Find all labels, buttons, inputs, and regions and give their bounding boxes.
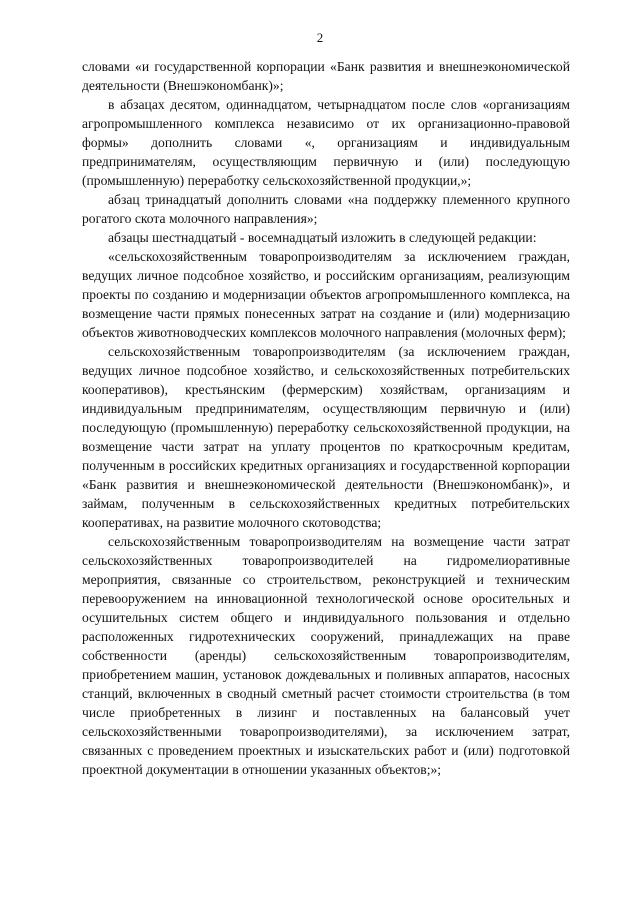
page-number: 2 (316, 30, 324, 45)
document-body (82, 57, 570, 779)
paragraph: абзацы шестнадцатый - восемнадцатый изложить в следующей редакции: (108, 230, 537, 245)
paragraph: «сельскохозяйственным товаропроизводителям за исключением граждан, ведущих личное подсобное хозяйство, и российским организациям, реализующим проекты по созданию и модернизации объектов агропромышленного комплекса, на возмещение части прямых понесенных затрат на создание и (или) модернизацию объектов животноводческих комплексов молочного направления (молочных ферм); (82, 249, 570, 340)
paragraph: абзац тринадцатый дополнить словами «на поддержку племенного крупного рогатого скота молочного направления»; (82, 192, 570, 226)
paragraph: словами «и государственной корпорации «Банк развития и внешнеэкономической деятельности (Внешэкономбанк)»; (82, 59, 570, 93)
paragraph: сельскохозяйственным товаропроизводителям на возмещение части затрат сельскохозяйственных товаропроизводителей на гидромелиоративные мероприятия, связанные со строительством, реконструкцией и техническим перевооружением на инновационной технологической основе оросительных и осушительных систем общего и индивидуального пользования и отдельно расположенных гидротехнических сооружений, принадлежащих на праве собственности (аренды) сельскохозяйственным товаропроизводителям, приобретением машин, установок дождевальных и поливных аппаратов, насосных станций, включенных в сводный сметный расчет стоимости строительства (в том числе приобретенных в лизинг и поставленных на балансовый учет сельскохозяйственными товаропроизводителями), за исключением затрат, связанных с проведением проектных и изыскательских работ и (или) подготовкой проектной документации в отношении указанных объектов;»; (82, 534, 570, 777)
paragraph: в абзацах десятом, одиннадцатом, четырнадцатом после слов «организациям агропромышленного комплекса независимо от их организационно-правовой формы» дополнить словами «, организациям и индивидуальным предпринимателям, осуществляющим первичную и (или) последующую (промышленную) переработку сельскохозяйственной продукции,»; (82, 97, 570, 188)
paragraph: сельскохозяйственным товаропроизводителям (за исключением граждан, ведущих личное подсобное хозяйство, и сельскохозяйственных потребительских кооперативов), крестьянским (фермерским) хозяйствам, организациям и индивидуальным предпринимателям, осуществляющим первичную и (или) последующую (промышленную) переработку сельскохозяйственной продукции, на возмещение части затрат на уплату процентов по краткосрочным кредитам, полученным в российских кредитных организациях и государственной корпорации «Банк развития и внешнеэкономической деятельности (Внешэкономбанк)», и займам, полученным в сельскохозяйственных кредитных потребительских кооперативах, на развитие молочного скотоводства; (82, 344, 570, 530)
